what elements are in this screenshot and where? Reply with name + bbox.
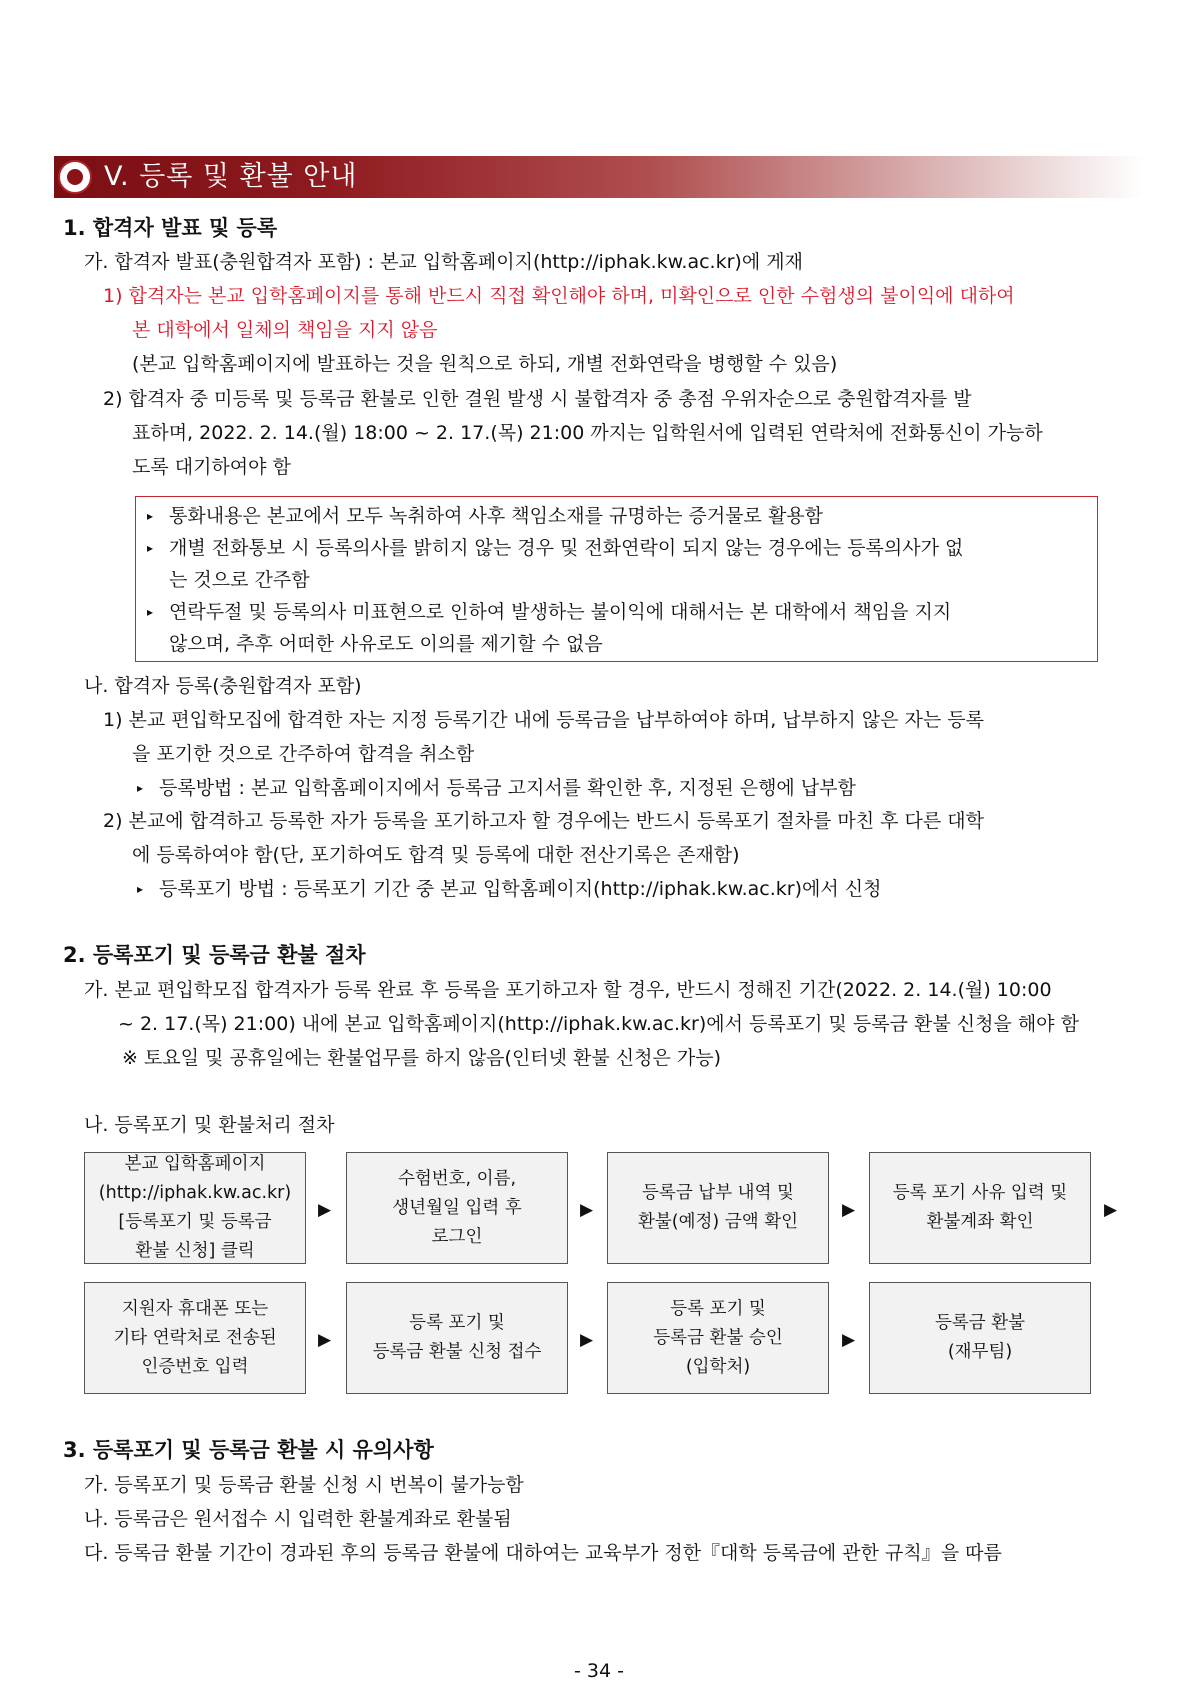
bullet-triangle-icon: ▸ <box>137 882 144 896</box>
s1-na1-sub: ▸ 등록방법 : 본교 입학홈페이지에서 등록금 고지서를 확인한 후, 지정된 은행에 납부함 <box>137 777 856 799</box>
s2-ga-line1: 가. 본교 편입학모집 합격자가 등록 완료 후 등록을 포기하고자 할 경우, 반드시 정해진 기간(2022. 2. 14.(월) 10:00 <box>84 979 1052 1001</box>
flow-arrow-icon: ▶ <box>318 1200 332 1220</box>
s3-ga: 가. 등록포기 및 등록금 환불 신청 시 번복이 불가능함 <box>84 1474 524 1496</box>
s2-ga-line3: ※ 토요일 및 공휴일에는 환불업무를 하지 않음(인터넷 환불 신청은 가능) <box>122 1047 722 1069</box>
heading-2: 2. 등록포기 및 등록금 환불 절차 <box>63 943 366 967</box>
s1-na1-line2: 을 포기한 것으로 간주하여 합격을 취소함 <box>132 743 475 765</box>
s1-item1-line3: (본교 입학홈페이지에 발표하는 것을 원칙으로 하되, 개별 전화연락을 병행할 수 있음) <box>132 353 838 375</box>
notice-item-cont: 않으며, 추후 어떠한 사유로도 이의를 제기할 수 없음 <box>169 633 603 655</box>
bullet-triangle-icon: ▸ <box>147 605 154 619</box>
s1-na1-line1: 1) 본교 편입학모집에 합격한 자는 지정 등록기간 내에 등록금을 납부하여야 하며, 납부하지 않은 자는 등록 <box>103 709 984 731</box>
page-number: - 34 - <box>574 1660 624 1682</box>
flow-step-8: 등록금 환불 (재무팀) <box>869 1282 1091 1394</box>
bullet-triangle-icon: ▸ <box>137 781 144 795</box>
flow-arrow-icon: ▶ <box>580 1330 594 1350</box>
notice-item: ▸ 통화내용은 본교에서 모두 녹취하여 사후 책임소재를 규명하는 증거물로 활용함 <box>147 505 823 527</box>
s1-na2-line2: 에 등록하여야 함(단, 포기하여도 합격 및 등록에 대한 전산기록은 존재함) <box>132 844 740 866</box>
s1-na2-line1: 2) 본교에 합격하고 등록한 자가 등록을 포기하고자 할 경우에는 반드시 등록포기 절차를 마친 후 다른 대학 <box>103 810 984 832</box>
s1-item2-line1: 2) 합격자 중 미등록 및 등록금 환불로 인한 결원 발생 시 불합격자 중 총점 우위자순으로 충원합격자를 발 <box>103 388 972 410</box>
notice-item: ▸ 개별 전화통보 시 등록의사를 밝히지 않는 경우 및 전화연락이 되지 않는 경우에는 등록의사가 없 <box>147 537 964 559</box>
flow-step-5: 지원자 휴대폰 또는 기타 연락처로 전송된 인증번호 입력 <box>84 1282 306 1394</box>
section-title: V. 등록 및 환불 안내 <box>104 161 358 192</box>
flow-step-7: 등록 포기 및 등록금 환불 승인 (입학처) <box>607 1282 829 1394</box>
s1-item1-line1: 1) 합격자는 본교 입학홈페이지를 통해 반드시 직접 확인해야 하며, 미확인으로 인한 수험생의 불이익에 대하여 <box>103 285 1015 307</box>
s1-ga: 가. 합격자 발표(충원합격자 포함) : 본교 입학홈페이지(http://iphak.kw.ac.kr)에 게재 <box>84 251 803 273</box>
flow-step-2: 수험번호, 이름, 생년월일 입력 후 로그인 <box>346 1152 568 1264</box>
s1-item1-line2: 본 대학에서 일체의 책임을 지지 않음 <box>132 319 438 341</box>
flow-arrow-icon: ▶ <box>1104 1200 1118 1220</box>
flow-step-6: 등록 포기 및 등록금 환불 신청 접수 <box>346 1282 568 1394</box>
s2-ga-line2: ~ 2. 17.(목) 21:00) 내에 본교 입학홈페이지(http://iphak.kw.ac.kr)에서 등록포기 및 등록금 환불 신청을 해야 함 <box>118 1013 1079 1035</box>
s3-da: 다. 등록금 환불 기간이 경과된 후의 등록금 환불에 대하여는 교육부가 정한『대학 등록금에 관한 규칙』을 따름 <box>84 1542 1002 1564</box>
heading-3: 3. 등록포기 및 등록금 환불 시 유의사항 <box>63 1438 434 1462</box>
section-banner <box>54 156 1144 198</box>
s3-na: 나. 등록금은 원서접수 시 입력한 환불계좌로 환불됨 <box>84 1508 512 1530</box>
flow-step-3: 등록금 납부 내역 및 환불(예정) 금액 확인 <box>607 1152 829 1264</box>
university-emblem-icon <box>58 160 92 194</box>
heading-1: 1. 합격자 발표 및 등록 <box>63 216 278 240</box>
s1-na2-sub: ▸ 등록포기 방법 : 등록포기 기간 중 본교 입학홈페이지(http://iphak.kw.ac.kr)에서 신청 <box>137 878 882 900</box>
flow-step-1: 본교 입학홈페이지 (http://iphak.kw.ac.kr) [등록포기 및 등록금 환불 신청] 클릭 <box>84 1152 306 1264</box>
flow-arrow-icon: ▶ <box>842 1200 856 1220</box>
flow-step-4: 등록 포기 사유 입력 및 환불계좌 확인 <box>869 1152 1091 1264</box>
bullet-triangle-icon: ▸ <box>147 509 154 523</box>
bullet-triangle-icon: ▸ <box>147 541 154 555</box>
s1-item2-line3: 도록 대기하여야 함 <box>132 456 291 478</box>
flow-arrow-icon: ▶ <box>580 1200 594 1220</box>
s1-na: 나. 합격자 등록(충원합격자 포함) <box>84 675 362 697</box>
notice-item-cont: 는 것으로 간주함 <box>169 569 310 591</box>
s2-na: 나. 등록포기 및 환불처리 절차 <box>84 1114 335 1136</box>
flow-arrow-icon: ▶ <box>842 1330 856 1350</box>
notice-item: ▸ 연락두절 및 등록의사 미표현으로 인하여 발생하는 불이익에 대해서는 본 대학에서 책임을 지지 <box>147 601 952 623</box>
s1-item2-line2: 표하며, 2022. 2. 14.(월) 18:00 ~ 2. 17.(목) 21:00 까지는 입학원서에 입력된 연락처에 전화통신이 가능하 <box>132 422 1043 444</box>
flow-arrow-icon: ▶ <box>318 1330 332 1350</box>
